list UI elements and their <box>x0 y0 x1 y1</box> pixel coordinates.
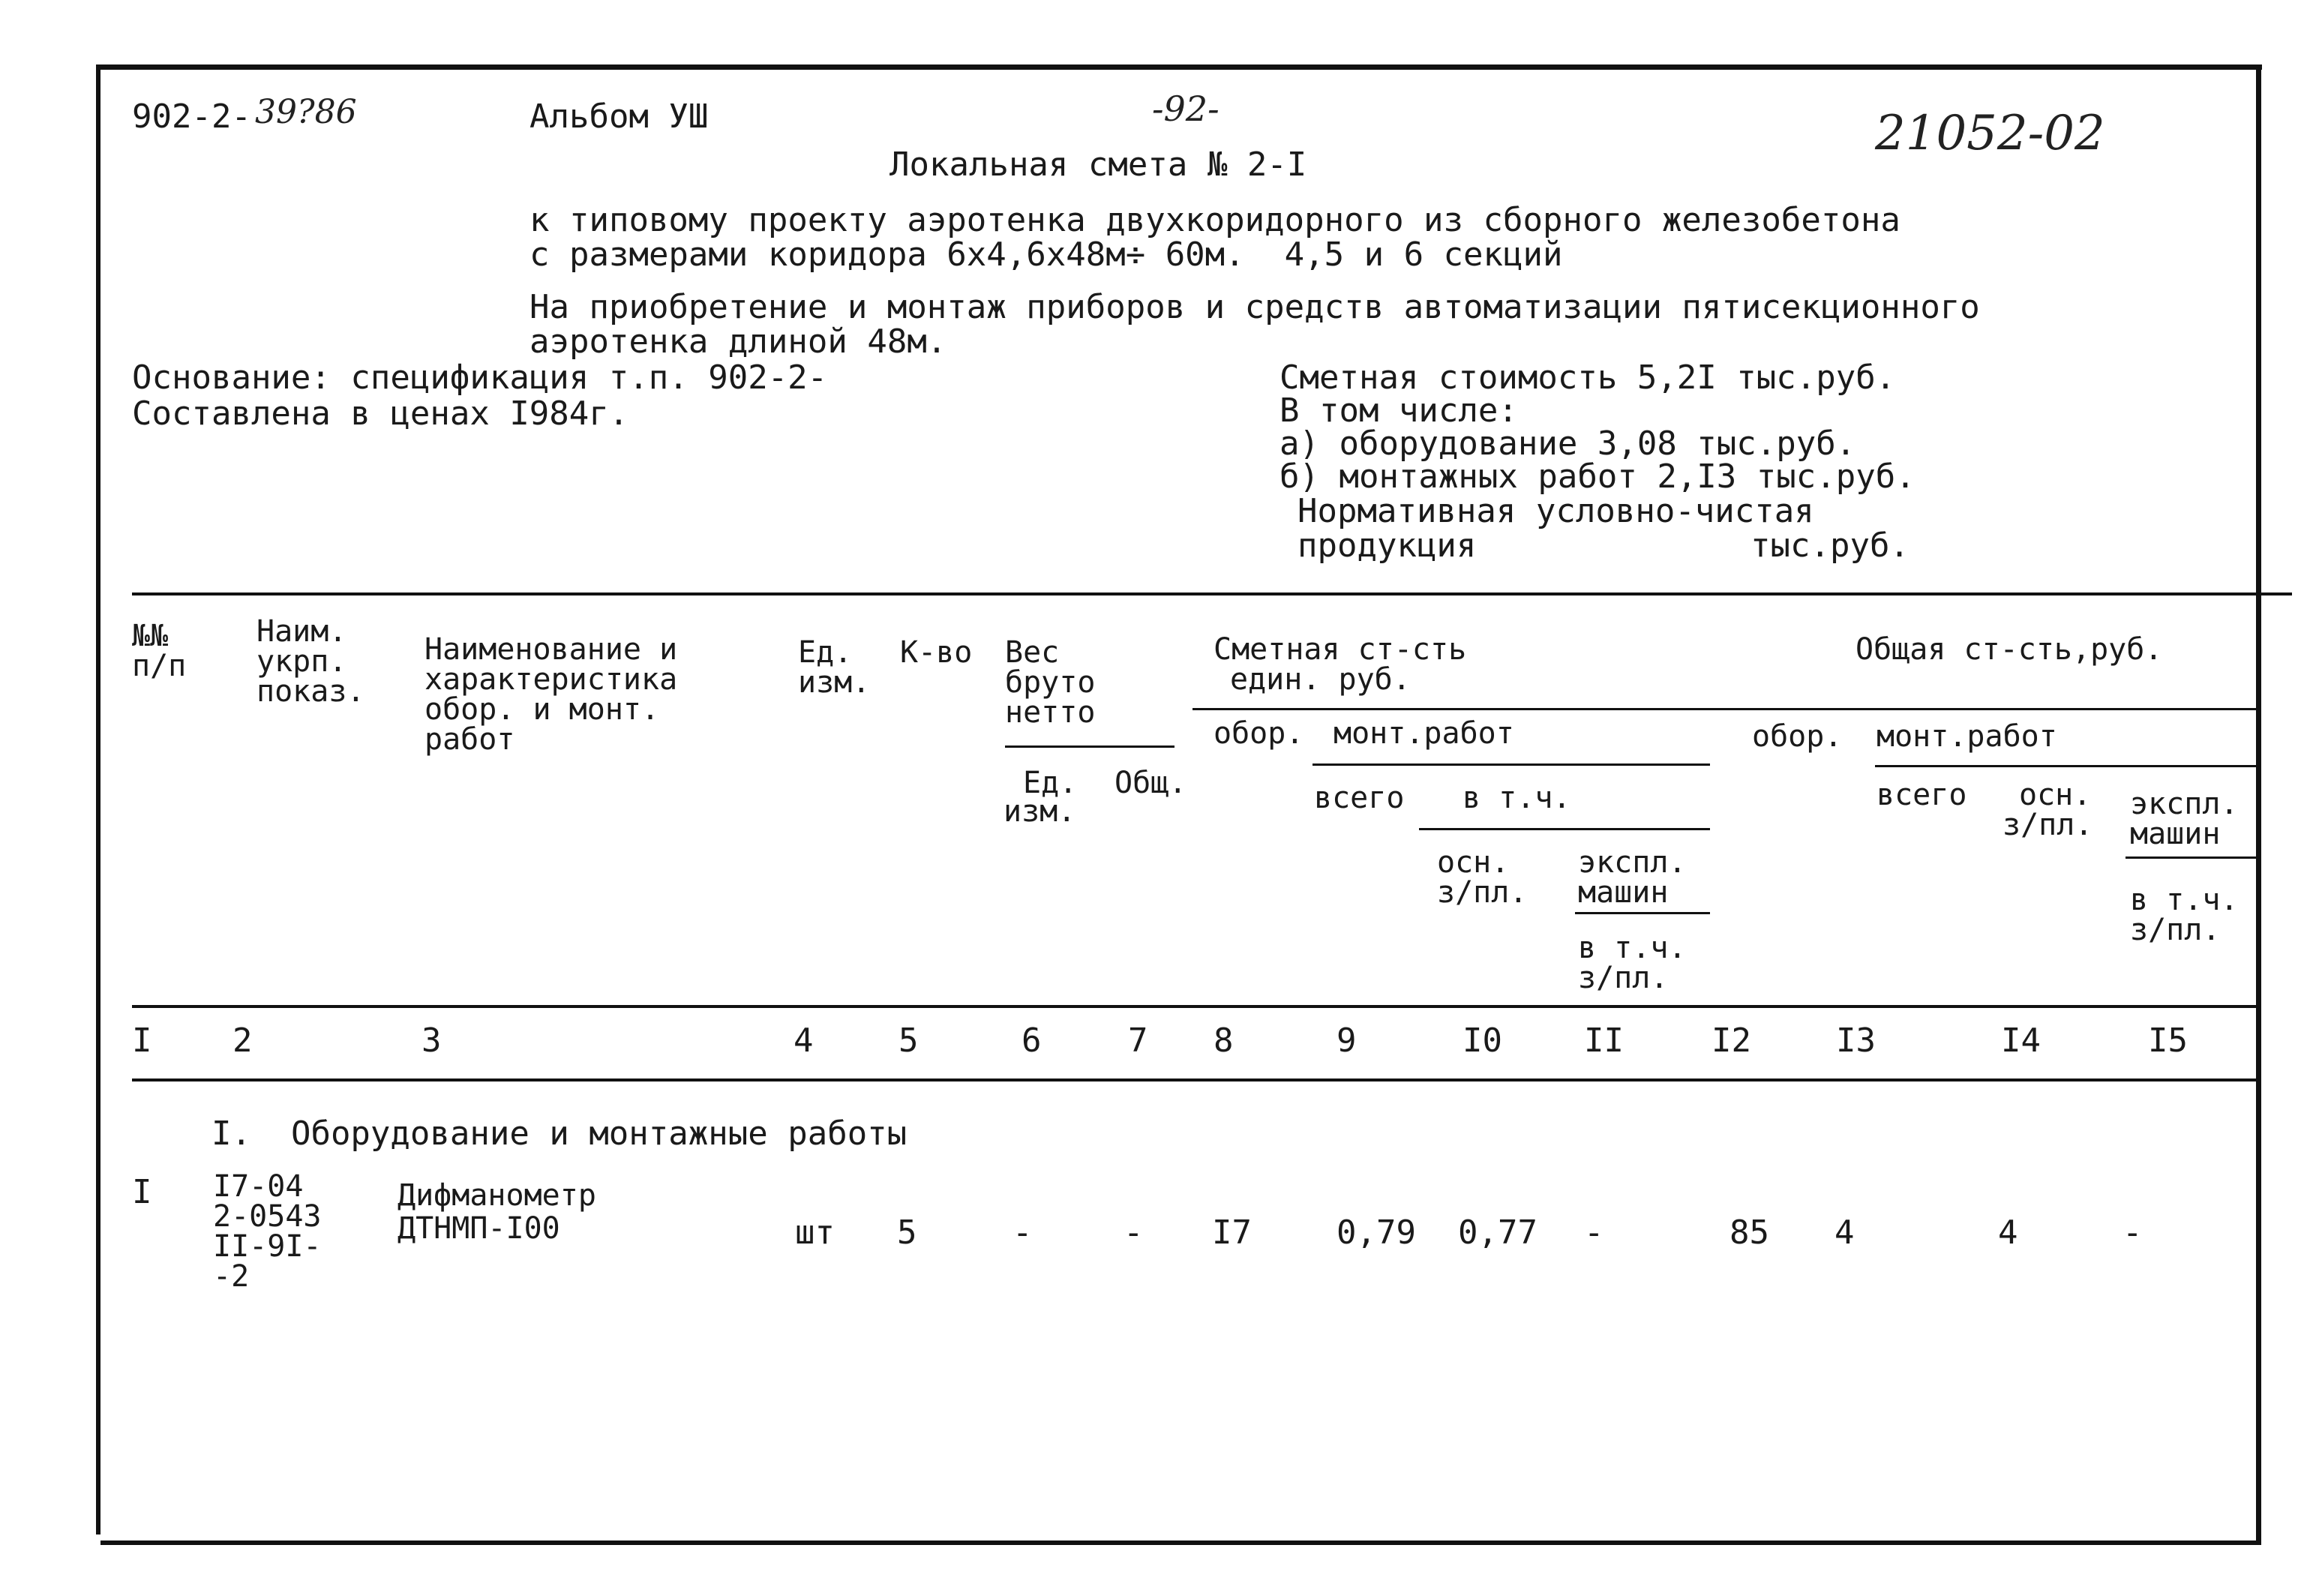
cost-normative-1: Нормативная условно-чистая <box>1298 492 1814 530</box>
doc-code: 902-2- <box>132 98 251 136</box>
basis-line-2: Составлена в ценах I984г. <box>132 394 629 433</box>
hdr-tot-eksp-a: экспл. <box>2130 787 2239 821</box>
hdr-est-vtch2-b: з/пл. <box>1578 961 1669 995</box>
hdr-est-obor: обор. <box>1214 716 1304 751</box>
col-num-9: 9 <box>1336 1022 1357 1060</box>
hdr-code-a: Наим. <box>256 614 347 649</box>
hdr-tot-vtch-b: з/пл. <box>2130 913 2221 947</box>
col-num-14: I4 <box>2001 1022 2041 1060</box>
hdr-est-vtch: в т.ч. <box>1462 781 1571 815</box>
basis-line-1: Основание: спецификация т.п. 902-2- <box>132 358 828 397</box>
column-numbers-top-rule <box>132 1005 2256 1008</box>
hdr-weight-total: Общ. <box>1114 766 1187 800</box>
col-num-2: 2 <box>232 1022 253 1060</box>
hdr-code-b: укрп. <box>256 644 347 679</box>
hdr-est-osn-a: осн. <box>1437 845 1510 880</box>
description-line-3: На приобретение и монтаж приборов и средств автоматизации пятисекционного <box>530 288 1980 326</box>
page-title: Локальная смета № 2-I <box>890 146 1307 184</box>
hdr-name-c: обор. и монт. <box>424 692 660 727</box>
hdr-name-b: характеристика <box>424 662 678 697</box>
hdr-tot-vtch-a: в т.ч. <box>2130 883 2239 917</box>
section-title: I. Оборудование и монтажные работы <box>212 1114 908 1153</box>
hdr-num-a: №№ <box>132 619 169 653</box>
row1-name-1: Дифманометр <box>398 1178 596 1213</box>
col-num-7: 7 <box>1128 1022 1148 1060</box>
hdr-tot-obor: обор. <box>1752 719 1843 754</box>
hdr-est-vsego: всего <box>1314 781 1405 815</box>
frame-top-border <box>96 64 2262 70</box>
col-num-4: 4 <box>794 1022 814 1060</box>
hdr-weight-c: нетто <box>1005 695 1096 730</box>
hdr-weight-d: Ед. <box>1023 766 1078 800</box>
row1-qty: 5 <box>897 1214 917 1252</box>
hdr-est-eksp-a: экспл. <box>1578 845 1687 880</box>
hdr-tot-a: Общая ст-сть,руб. <box>1856 632 2163 667</box>
hdr-tot-osn-b: з/пл. <box>2002 808 2093 842</box>
hdr-num-b: п/п <box>132 649 187 683</box>
row1-total-osn: 4 <box>1998 1214 2018 1252</box>
page-number: -92- <box>1152 88 1220 129</box>
hdr-unit-a: Ед. <box>798 635 853 670</box>
hdr-est-rule-4 <box>1575 912 1710 914</box>
row1-weight-unit: - <box>1012 1214 1033 1252</box>
cost-equipment: а) оборудование 3,08 тыс.руб. <box>1280 424 1856 463</box>
col-num-5: 5 <box>898 1022 919 1060</box>
cost-total: Сметная стоимость 5,2I тыс.руб. <box>1280 358 1896 397</box>
hdr-tot-rule-1 <box>1875 765 2260 767</box>
doc-code-handwritten: 39?86 <box>255 93 357 131</box>
frame-left-border <box>96 64 100 1534</box>
row1-total-mont: 4 <box>1834 1214 1855 1252</box>
cost-normative-2b: тыс.руб. <box>1750 526 1910 565</box>
hdr-est-rule-2 <box>1312 764 1710 766</box>
hdr-weight-b: бруто <box>1005 665 1096 700</box>
table-top-rule <box>132 592 2292 596</box>
row1-unit-mont-osn: 0,77 <box>1458 1214 1538 1252</box>
col-num-3: 3 <box>422 1022 442 1060</box>
row1-name-2: ДТНМП-I00 <box>398 1211 560 1246</box>
row1-unit-equip: I7 <box>1212 1214 1252 1252</box>
hdr-name-a: Наименование и <box>424 632 678 667</box>
cost-including: В том числе: <box>1280 392 1518 430</box>
hdr-est-rule-1 <box>1192 708 2260 710</box>
description-line-4: аэротенка длиной 48м. <box>530 322 947 361</box>
hdr-tot-mont: монт.работ <box>1876 719 2057 754</box>
hdr-est-mont: монт.работ <box>1334 716 1514 751</box>
row1-unit: шт <box>795 1214 835 1252</box>
description-line-1: к типовому проекту аэротенка двухкоридорного из сборного железобетона <box>530 201 1900 239</box>
hdr-qty: К-во <box>900 635 973 670</box>
cost-normative-2a: продукция <box>1298 526 1477 565</box>
stamp-number: 21052-02 <box>1875 106 2105 161</box>
hdr-tot-rule-2 <box>2126 856 2256 859</box>
hdr-tot-eksp-b: машин <box>2130 817 2221 851</box>
row1-code-1: I7-04 <box>213 1169 304 1204</box>
hdr-est-eksp-b: машин <box>1578 875 1669 910</box>
row1-total-equip: 85 <box>1730 1214 1769 1252</box>
col-num-8: 8 <box>1214 1022 1234 1060</box>
hdr-tot-osn-a: осн. <box>2019 778 2092 812</box>
row1-code-2: 2-0543 <box>213 1199 322 1234</box>
row1-weight-total: - <box>1124 1214 1144 1252</box>
col-num-15: I5 <box>2148 1022 2188 1060</box>
frame-bottom-border <box>100 1540 2260 1545</box>
row1-code-3: II-9I- <box>213 1229 322 1264</box>
album-label: Альбом УШ <box>530 98 709 136</box>
hdr-weight-e: изм. <box>1004 794 1076 829</box>
description-line-2: с размерами коридора 6х4,6х48м÷ 60м. 4,5 и 6 секций <box>530 236 1563 274</box>
hdr-est-b: един. руб. <box>1230 662 1411 697</box>
col-num-6: 6 <box>1022 1022 1042 1060</box>
frame-right-border <box>2256 64 2261 1545</box>
col-num-13: I3 <box>1836 1022 1876 1060</box>
hdr-weight-rule <box>1005 746 1174 748</box>
hdr-tot-vsego: всего <box>1876 778 1967 812</box>
col-num-12: I2 <box>1712 1022 1751 1060</box>
col-num-11: II <box>1584 1022 1624 1060</box>
hdr-unit-b: изм. <box>798 665 871 700</box>
row1-unit-mont-total: 0,79 <box>1336 1214 1416 1252</box>
column-numbers-bottom-rule <box>132 1078 2256 1082</box>
hdr-name-d: работ <box>424 722 515 757</box>
hdr-est-rule-3 <box>1419 828 1710 830</box>
row1-unit-mont-eksp: - <box>1584 1214 1604 1252</box>
cost-installation: б) монтажных работ 2,I3 тыс.руб. <box>1280 458 1916 496</box>
hdr-weight-a: Вес <box>1005 635 1060 670</box>
row1-total-eksp: - <box>2122 1214 2143 1252</box>
col-num-10: I0 <box>1462 1022 1502 1060</box>
col-num-1: I <box>132 1022 152 1060</box>
row1-num: I <box>132 1173 152 1211</box>
hdr-code-c: показ. <box>256 674 365 709</box>
hdr-est-osn-b: з/пл. <box>1437 875 1528 910</box>
hdr-est-a: Сметная ст-сть <box>1214 632 1467 667</box>
hdr-est-vtch2-a: в т.ч. <box>1578 931 1687 965</box>
row1-code-4: -2 <box>213 1259 250 1294</box>
